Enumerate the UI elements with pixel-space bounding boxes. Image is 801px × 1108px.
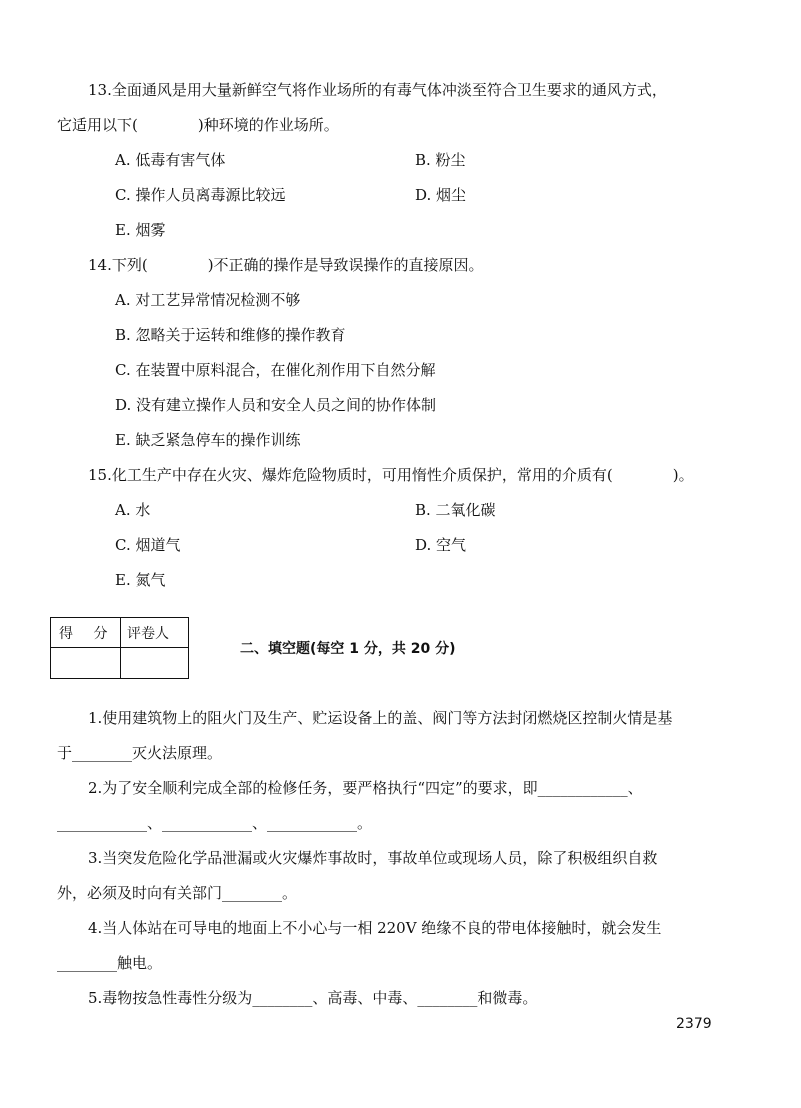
q15-option-c: C. 烟道气 <box>115 536 181 554</box>
q14-option-c: C. 在装置中原料混合，在催化剂作用下自然分解 <box>115 361 436 379</box>
q14-option-d: D. 没有建立操作人员和安全人员之间的协作体制 <box>115 396 437 414</box>
grader-header: 评卷人 <box>127 626 169 642</box>
fill-q3-line1: 3.当突发危险化学品泄漏或火灾爆炸事故时，事故单位或现场人员，除了积极组织自救 <box>88 849 658 867</box>
score-table <box>50 617 189 679</box>
fill-q4-line1: 4.当人体站在可导电的地面上不小心与一相 220V 绝缘不良的带电体接触时，就会发生 <box>88 919 662 937</box>
table-divider-horizontal <box>51 647 188 648</box>
q13-option-a: A. 低毒有害气体 <box>115 151 226 169</box>
q14-option-b: B. 忽略关于运转和维修的操作教育 <box>115 326 346 344</box>
fill-q4-line2: ________触电。 <box>57 954 163 972</box>
table-divider-vertical <box>120 618 121 678</box>
q13-option-d: D. 烟尘 <box>415 186 467 204</box>
q14-option-e: E. 缺乏紧急停车的操作训练 <box>115 431 301 449</box>
fill-q3-line2: 外，必须及时向有关部门________。 <box>57 884 298 902</box>
q14-option-a: A. 对工艺异常情况检测不够 <box>115 291 301 309</box>
q15-option-b: B. 二氧化碳 <box>415 501 496 519</box>
section-title: 二、填空题(每空 1 分，共 20 分) <box>240 641 456 657</box>
fill-q5-line1: 5.毒物按急性毒性分级为________、高毒、中毒、________和微毒。 <box>88 989 538 1007</box>
q13-stem-line2: 它适用以下( )种环境的作业场所。 <box>57 116 339 134</box>
q15-stem: 15.化工生产中存在火灾、爆炸危险物质时，可用惰性介质保护，常用的介质有( )。 <box>88 466 694 484</box>
fill-q1-line2: 于________灭火法原理。 <box>57 744 223 762</box>
q15-option-e: E. 氮气 <box>115 571 166 589</box>
fill-q2-line1: 2.为了安全顺利完成全部的检修任务，要严格执行“四定”的要求，即____________、 <box>88 779 643 797</box>
q13-option-b: B. 粉尘 <box>415 151 466 169</box>
fill-q2-line2: ____________、____________、____________。 <box>57 814 373 832</box>
q13-option-e: E. 烟雾 <box>115 221 166 239</box>
q13-stem-line1: 13.全面通风是用大量新鲜空气将作业场所的有毒气体冲淡至符合卫生要求的通风方式， <box>88 81 667 99</box>
q15-option-d: D. 空气 <box>415 536 467 554</box>
score-header: 得 分 <box>59 626 116 642</box>
page-number: 2379 <box>676 1016 712 1032</box>
q13-option-c: C. 操作人员离毒源比较远 <box>115 186 286 204</box>
q14-stem: 14.下列( )不正确的操作是导致误操作的直接原因。 <box>88 256 484 274</box>
q15-option-a: A. 水 <box>115 501 151 519</box>
fill-q1-line1: 1.使用建筑物上的阻火门及生产、贮运设备上的盖、阀门等方法封闭燃烧区控制火情是基 <box>88 709 673 727</box>
